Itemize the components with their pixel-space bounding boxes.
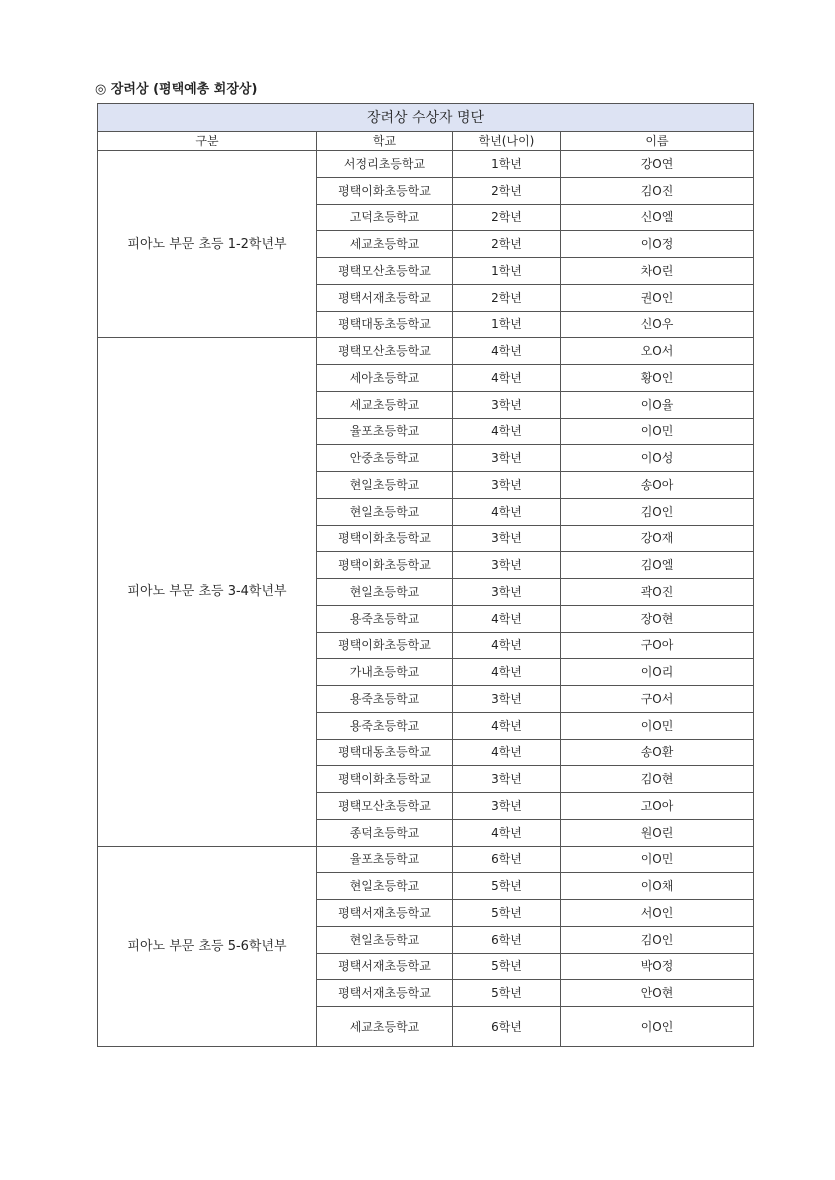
grade-cell: 3학년 — [453, 793, 561, 820]
table-row — [98, 151, 754, 178]
section-heading: ◎ 장려상 (평택예총 회장상) — [95, 82, 258, 97]
grade-cell: 4학년 — [453, 632, 561, 659]
grade-cell: 1학년 — [453, 311, 561, 338]
grade-cell: 3학년 — [453, 552, 561, 579]
name-cell: 강O연 — [561, 151, 754, 178]
name-cell: 오O서 — [561, 338, 754, 365]
table-title: 장려상 수상자 명단 — [98, 104, 754, 132]
school-cell: 평택모산초등학교 — [317, 793, 453, 820]
name-cell: 이O리 — [561, 659, 754, 686]
school-cell: 세교초등학교 — [317, 391, 453, 418]
name-cell: 김O엘 — [561, 552, 754, 579]
award-table — [97, 103, 754, 1047]
name-cell: 김O현 — [561, 766, 754, 793]
school-cell: 용죽초등학교 — [317, 605, 453, 632]
name-cell: 송O아 — [561, 472, 754, 499]
name-cell: 강O재 — [561, 525, 754, 552]
grade-cell: 5학년 — [453, 980, 561, 1007]
school-cell: 평택이화초등학교 — [317, 177, 453, 204]
school-cell: 평택이화초등학교 — [317, 766, 453, 793]
table-row — [98, 338, 754, 365]
school-cell: 가내초등학교 — [317, 659, 453, 686]
name-cell: 이O율 — [561, 391, 754, 418]
name-cell: 권O인 — [561, 284, 754, 311]
grade-cell: 2학년 — [453, 204, 561, 231]
grade-cell: 1학년 — [453, 258, 561, 285]
school-cell: 평택대동초등학교 — [317, 311, 453, 338]
grade-cell: 3학년 — [453, 686, 561, 713]
grade-cell: 5학년 — [453, 900, 561, 927]
grade-cell: 4학년 — [453, 338, 561, 365]
name-cell: 구O아 — [561, 632, 754, 659]
name-cell: 이O민 — [561, 712, 754, 739]
category-cell: 피아노 부문 초등 5-6학년부 — [98, 846, 317, 1047]
school-cell: 세아초등학교 — [317, 365, 453, 392]
school-cell: 율포초등학교 — [317, 846, 453, 873]
name-cell: 송O환 — [561, 739, 754, 766]
header-school: 학교 — [317, 132, 453, 151]
grade-cell: 3학년 — [453, 525, 561, 552]
grade-cell: 4학년 — [453, 605, 561, 632]
grade-cell: 3학년 — [453, 766, 561, 793]
grade-cell: 5학년 — [453, 953, 561, 980]
grade-cell: 4학년 — [453, 739, 561, 766]
grade-cell: 4학년 — [453, 418, 561, 445]
name-cell: 안O현 — [561, 980, 754, 1007]
school-cell: 고덕초등학교 — [317, 204, 453, 231]
name-cell: 곽O진 — [561, 579, 754, 606]
name-cell: 김O인 — [561, 498, 754, 525]
grade-cell: 4학년 — [453, 819, 561, 846]
header-name: 이름 — [561, 132, 754, 151]
award-table-body — [98, 104, 754, 1047]
name-cell: 이O민 — [561, 418, 754, 445]
name-cell: 김O진 — [561, 177, 754, 204]
grade-cell: 4학년 — [453, 365, 561, 392]
name-cell: 황O인 — [561, 365, 754, 392]
grade-cell: 3학년 — [453, 579, 561, 606]
school-cell: 종덕초등학교 — [317, 819, 453, 846]
name-cell: 구O서 — [561, 686, 754, 713]
name-cell: 이O채 — [561, 873, 754, 900]
name-cell: 신O우 — [561, 311, 754, 338]
school-cell: 평택서재초등학교 — [317, 953, 453, 980]
grade-cell: 2학년 — [453, 284, 561, 311]
school-cell: 평택서재초등학교 — [317, 900, 453, 927]
school-cell: 용죽초등학교 — [317, 686, 453, 713]
school-cell: 세교초등학교 — [317, 231, 453, 258]
school-cell: 평택서재초등학교 — [317, 284, 453, 311]
grade-cell: 2학년 — [453, 177, 561, 204]
school-cell: 현일초등학교 — [317, 498, 453, 525]
grade-cell: 6학년 — [453, 926, 561, 953]
grade-cell: 4학년 — [453, 498, 561, 525]
school-cell: 평택이화초등학교 — [317, 632, 453, 659]
school-cell: 현일초등학교 — [317, 472, 453, 499]
category-cell: 피아노 부문 초등 3-4학년부 — [98, 338, 317, 846]
name-cell: 김O인 — [561, 926, 754, 953]
school-cell: 평택이화초등학교 — [317, 525, 453, 552]
school-cell: 평택모산초등학교 — [317, 258, 453, 285]
school-cell: 세교초등학교 — [317, 1007, 453, 1047]
grade-cell: 3학년 — [453, 391, 561, 418]
school-cell: 용죽초등학교 — [317, 712, 453, 739]
school-cell: 평택대동초등학교 — [317, 739, 453, 766]
grade-cell: 2학년 — [453, 231, 561, 258]
school-cell: 현일초등학교 — [317, 579, 453, 606]
school-cell: 현일초등학교 — [317, 926, 453, 953]
school-cell: 평택모산초등학교 — [317, 338, 453, 365]
grade-cell: 1학년 — [453, 151, 561, 178]
header-grade: 학년(나이) — [453, 132, 561, 151]
name-cell: 차O린 — [561, 258, 754, 285]
name-cell: 이O정 — [561, 231, 754, 258]
grade-cell: 5학년 — [453, 873, 561, 900]
table-row — [98, 846, 754, 873]
grade-cell: 6학년 — [453, 1007, 561, 1047]
school-cell: 평택이화초등학교 — [317, 552, 453, 579]
title-row — [98, 104, 754, 132]
grade-cell: 3학년 — [453, 445, 561, 472]
school-cell: 평택서재초등학교 — [317, 980, 453, 1007]
name-cell: 원O린 — [561, 819, 754, 846]
header-row — [98, 132, 754, 151]
name-cell: 이O성 — [561, 445, 754, 472]
category-cell: 피아노 부문 초등 1-2학년부 — [98, 151, 317, 338]
name-cell: 이O민 — [561, 846, 754, 873]
name-cell: 장O현 — [561, 605, 754, 632]
header-category: 구분 — [98, 132, 317, 151]
name-cell: 신O엘 — [561, 204, 754, 231]
name-cell: 박O정 — [561, 953, 754, 980]
school-cell: 안중초등학교 — [317, 445, 453, 472]
school-cell: 현일초등학교 — [317, 873, 453, 900]
school-cell: 율포초등학교 — [317, 418, 453, 445]
grade-cell: 4학년 — [453, 659, 561, 686]
name-cell: 고O아 — [561, 793, 754, 820]
grade-cell: 6학년 — [453, 846, 561, 873]
school-cell: 서정리초등학교 — [317, 151, 453, 178]
name-cell: 이O인 — [561, 1007, 754, 1047]
grade-cell: 4학년 — [453, 712, 561, 739]
name-cell: 서O인 — [561, 900, 754, 927]
grade-cell: 3학년 — [453, 472, 561, 499]
